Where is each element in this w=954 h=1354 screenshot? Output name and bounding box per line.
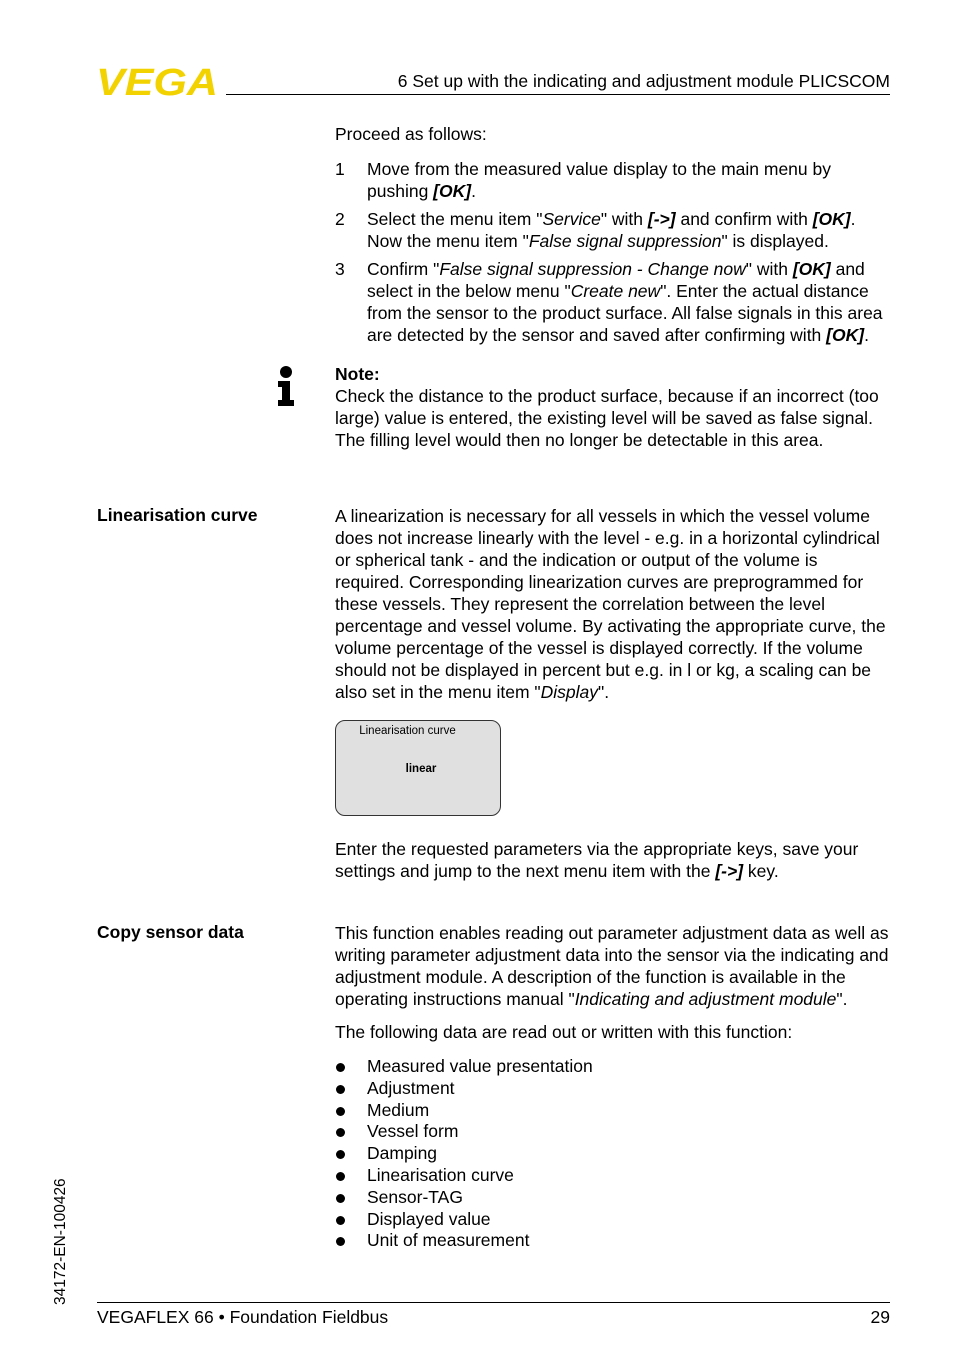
bullet-icon [336, 1150, 345, 1159]
logo-text: VEGA [96, 64, 218, 98]
list-item: Medium [335, 1100, 735, 1122]
intro-text: Proceed as follows: [335, 124, 487, 144]
list-item: Displayed value [335, 1209, 735, 1231]
step-number: 2 [335, 209, 345, 229]
copy-sensor-text: This function enables reading out parameter adjustment data as well as writing parameter adjustment data into the sensor via the indicating and adjustment module. A description of the function is available in the operating instructions manual "Indicating and adjustment module". [335, 923, 889, 1009]
bullet-icon [336, 1063, 345, 1072]
display-screen [335, 720, 501, 816]
vega-logo [96, 64, 220, 98]
data-items-list [335, 1056, 735, 1252]
list-item: Damping [335, 1143, 735, 1165]
list-item: Unit of measurement [335, 1230, 735, 1252]
list-item: Sensor-TAG [335, 1187, 735, 1209]
display-title: Linearisation curve [359, 725, 456, 737]
info-icon [275, 366, 297, 406]
list-item: Linearisation curve [335, 1165, 735, 1187]
bullet-icon [336, 1237, 345, 1246]
footer-rule [97, 1302, 890, 1303]
step-number: 3 [335, 259, 345, 279]
note-title: Note: [335, 364, 380, 384]
bullet-icon [336, 1172, 345, 1181]
note-text: Check the distance to the product surface, because if an incorrect (too large) value is entered, the existing level will be saved as false signal. The filling level would then no longer be detectable in this area. [335, 386, 879, 450]
footer-product: VEGAFLEX 66 • Foundation Fieldbus [97, 1307, 389, 1327]
steps-list [335, 158, 891, 346]
page-number: 29 [870, 1307, 890, 1327]
list-item: Measured value presentation [335, 1056, 735, 1078]
step-1: 1 Move from the measured value display to the main menu by pushing [OK]. [335, 159, 831, 201]
document-id: 34172-EN-100426 [52, 1178, 69, 1305]
copy-sensor-following: The following data are read out or written with this function: [335, 1022, 793, 1042]
linearisation-text: A linearization is necessary for all vessels in which the vessel volume does not increase linearly with the level - e.g. in a horizontal cylindrical or spherical tank - and the indication or output of the volume is required. Corresponding linearization curves are preprogrammed for these vessels. They represent the correlation between the level percentage and vessel volume. By activating the appropriate curve, the volume percentage of the vessel is displayed correctly. If the volume should not be displayed in percent but e.g. in l or kg, a scaling can be also set in the menu item "Display". [335, 506, 886, 702]
step-3: 3 Confirm "False signal suppression - Change now" with [OK] and select in the below menu "Create new". Enter the actual distance from the sensor to the product surface. All false signals in this area are detected by the sensor and saved after confirming with [OK]. [335, 259, 883, 345]
linearisation-after-text: Enter the requested parameters via the appropriate keys, save your settings and jump to the next menu item with the [->] key. [335, 839, 859, 881]
bullet-icon [336, 1128, 345, 1137]
section-title: 6 Set up with the indicating and adjustment module PLICSCOM [397, 71, 890, 91]
list-item: Vessel form [335, 1121, 735, 1143]
list-item: Adjustment [335, 1078, 735, 1100]
display-value: linear [405, 763, 437, 775]
bullet-icon [336, 1107, 345, 1116]
step-2: 2 Select the menu item "Service" with [->] and confirm with [OK]. Now the menu item "False signal suppression" is displayed. [335, 209, 856, 251]
bullet-icon [336, 1216, 345, 1225]
note-block [335, 363, 891, 451]
bullet-icon [336, 1194, 345, 1203]
bullet-icon [336, 1085, 345, 1094]
linearisation-heading: Linearisation curve [97, 505, 258, 525]
header-rule [226, 94, 890, 95]
step-number: 1 [335, 159, 345, 179]
copy-sensor-heading: Copy sensor data [97, 922, 244, 942]
